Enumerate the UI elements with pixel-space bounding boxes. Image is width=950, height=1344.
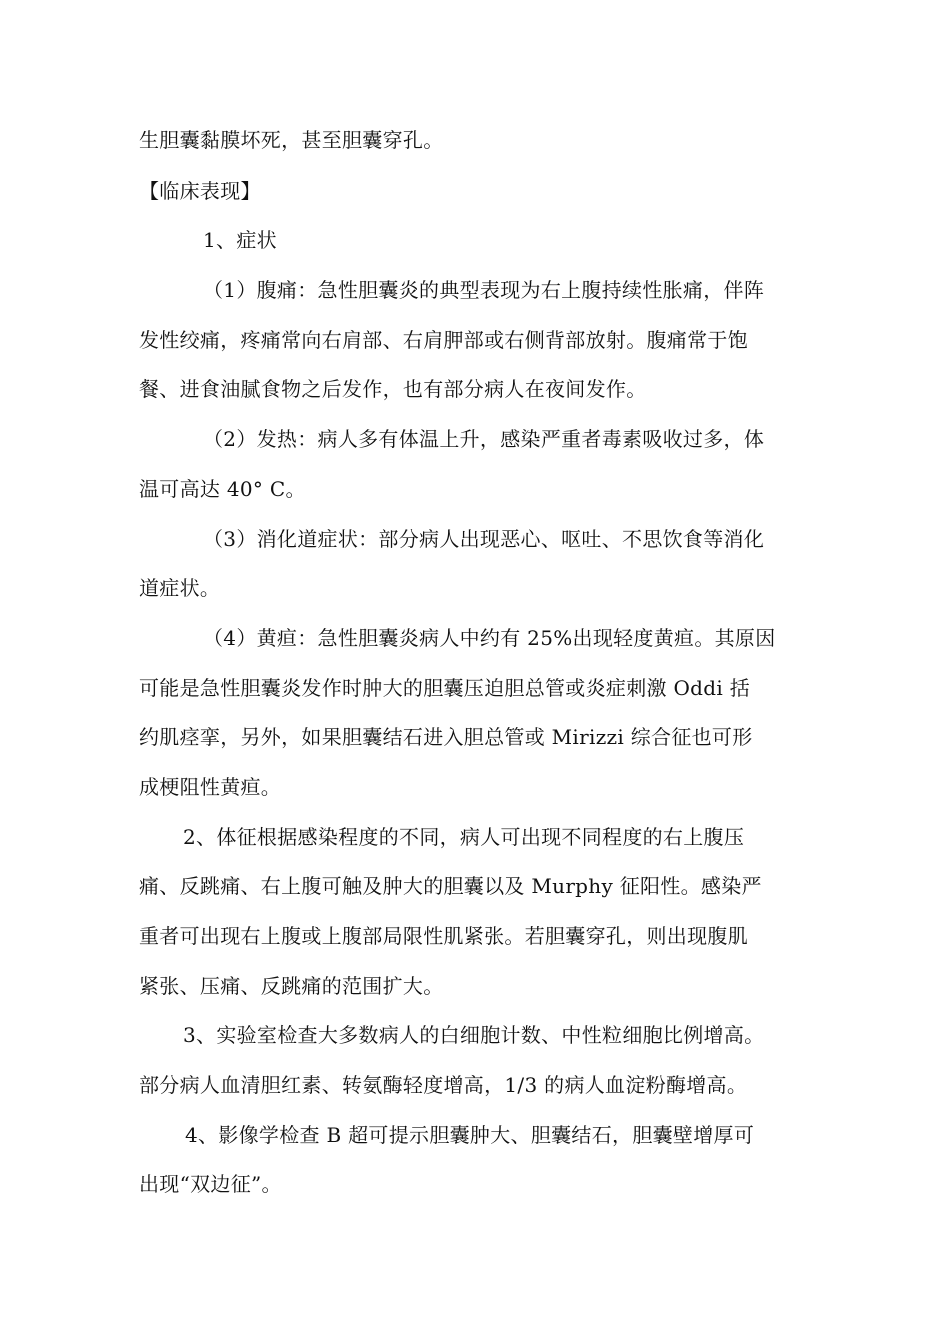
subsection-heading: 1、症状 — [203, 228, 277, 252]
text-line: 发性绞痛，疼痛常向右肩部、右肩胛部或右侧背部放射。腹痛常于饱 — [139, 328, 748, 352]
text-line: 3、实验室检查大多数病人的白细胞计数、中性粒细胞比例增高。 — [183, 1023, 765, 1047]
text-line: （4）黄疸：急性胆囊炎病人中约有 25%出现轻度黄疸。其原因 — [203, 626, 776, 650]
text-line: 2、体征根据感染程度的不同，病人可出现不同程度的右上腹压 — [183, 825, 745, 849]
text-line: （2）发热：病人多有体温上升，感染严重者毒素吸收过多，体 — [203, 427, 765, 451]
text-line: 温可高达 40° C。 — [139, 477, 306, 501]
text-line: 成梗阻性黄疸。 — [139, 775, 282, 799]
text-line: 餐、进食油腻食物之后发作，也有部分病人在夜间发作。 — [139, 377, 647, 401]
text-line: 出现“双边征”。 — [139, 1172, 282, 1196]
text-line: 约肌痉挛，另外，如果胆囊结石进入胆总管或 Mirizzi 综合征也可形 — [139, 725, 753, 749]
text-line: 重者可出现右上腹或上腹部局限性肌紧张。若胆囊穿孔，则出现腹肌 — [139, 924, 748, 948]
text-line: （3）消化道症状：部分病人出现恶心、呕吐、不思饮食等消化 — [203, 527, 765, 551]
text-line: 生胆囊黏膜坏死，甚至胆囊穿孔。 — [139, 128, 444, 152]
text-line: 4、影像学检查 B 超可提示胆囊肿大、胆囊结石，胆囊壁增厚可 — [185, 1123, 755, 1147]
text-line: 痛、反跳痛、右上腹可触及肿大的胆囊以及 Murphy 征阳性。感染严 — [139, 874, 762, 898]
text-line: （1）腹痛：急性胆囊炎的典型表现为右上腹持续性胀痛，伴阵 — [203, 278, 765, 302]
text-line: 可能是急性胆囊炎发作时肿大的胆囊压迫胆总管或炎症刺激 Oddi 括 — [139, 676, 751, 700]
text-line: 道症状。 — [139, 576, 221, 600]
text-line: 紧张、压痛、反跳痛的范围扩大。 — [139, 974, 444, 998]
text-line: 部分病人血清胆红素、转氨酶轻度增高，1/3 的病人血淀粉酶增高。 — [139, 1073, 748, 1097]
section-heading: 【临床表现】 — [139, 179, 261, 203]
